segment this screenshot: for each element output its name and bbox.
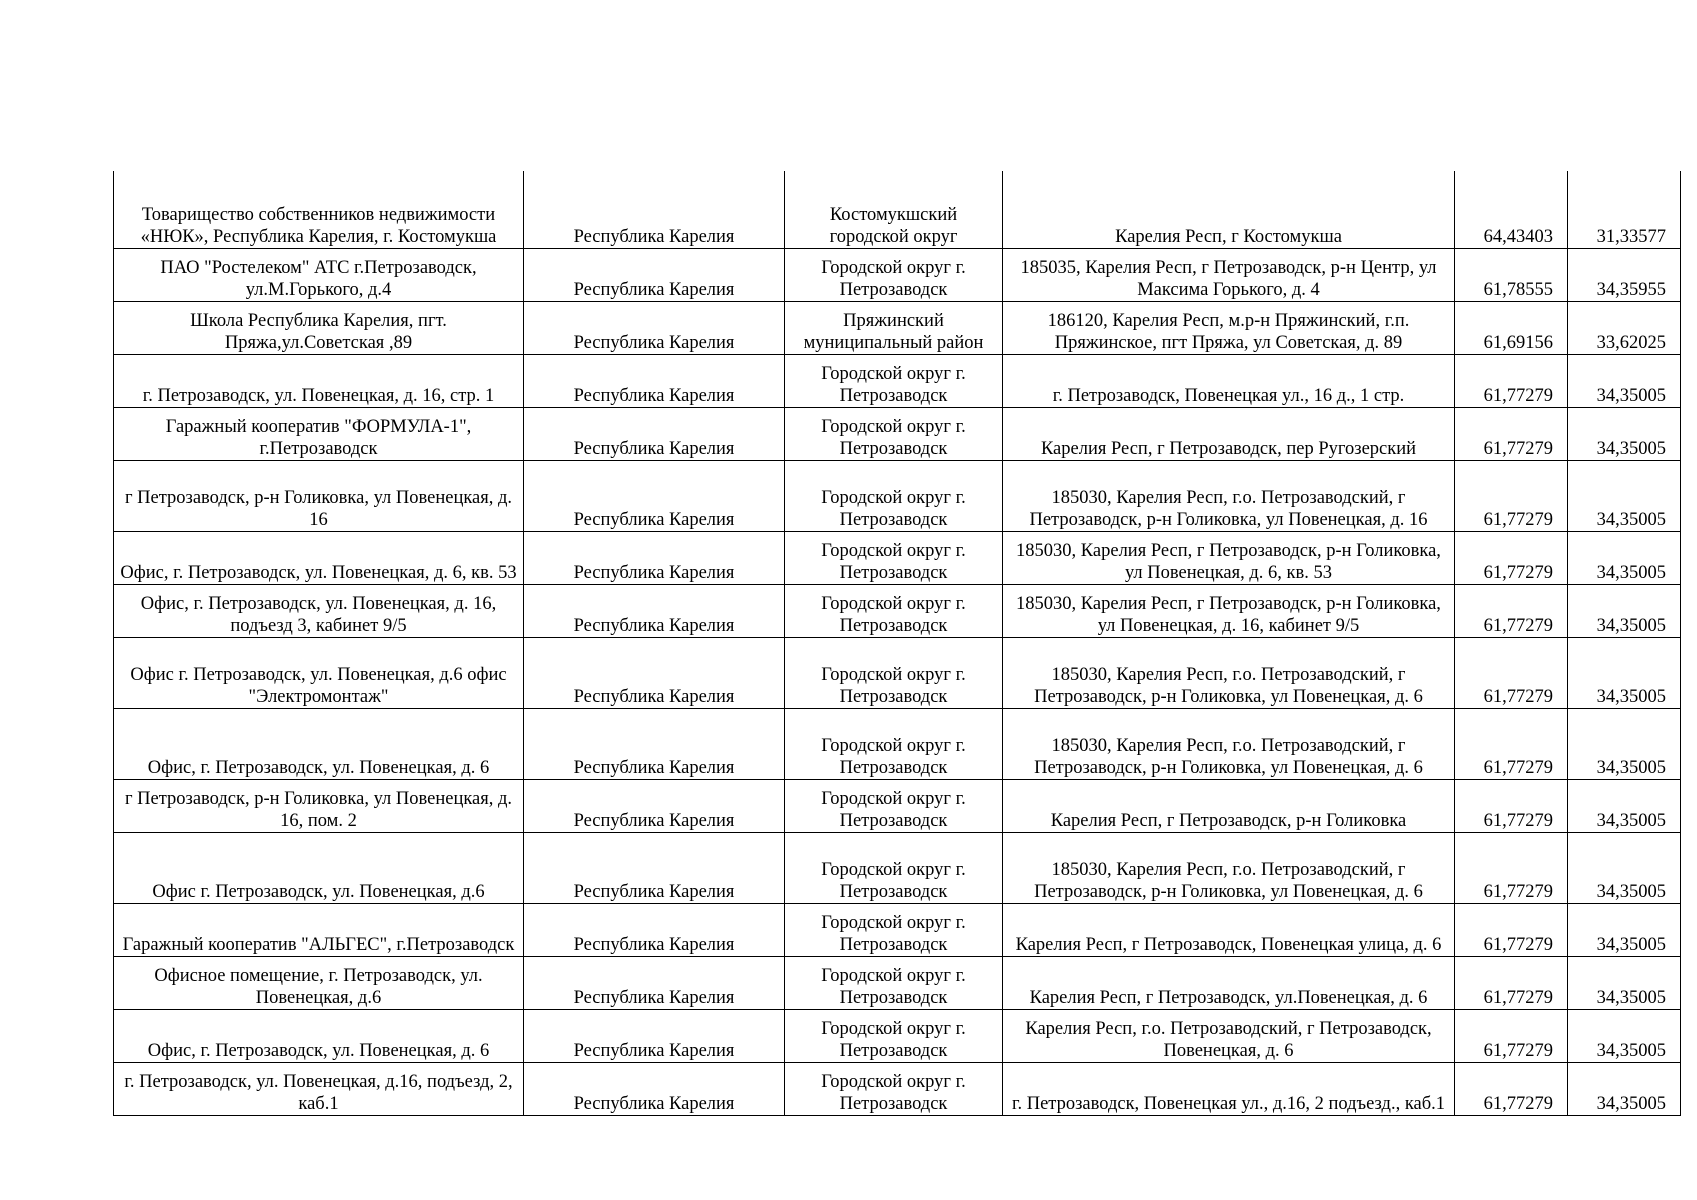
address-cell: Карелия Респ, г Петрозаводск, ул.Повенецкая, д. 6	[1003, 956, 1455, 1009]
address-cell: 186120, Карелия Респ, м.р-н Пряжинский, г.п. Пряжинское, пгт Пряжа, ул Советская, д. 89	[1003, 301, 1455, 354]
district-cell: Городской округ г. Петрозаводск	[785, 1009, 1003, 1062]
latitude-cell: 61,77279	[1455, 1062, 1568, 1115]
longitude-cell: 34,35005	[1568, 1009, 1681, 1062]
organization-cell: Офис, г. Петрозаводск, ул. Повенецкая, д. 6	[114, 708, 524, 779]
table-row	[114, 779, 1681, 832]
organization-cell: Офис г. Петрозаводск, ул. Повенецкая, д.6	[114, 832, 524, 903]
district-cell: Городской округ г. Петрозаводск	[785, 248, 1003, 301]
region-cell: Республика Карелия	[524, 584, 785, 637]
latitude-cell: 61,77279	[1455, 779, 1568, 832]
address-cell: Карелия Респ, г Костомукша	[1003, 171, 1455, 248]
district-cell: Пряжинский муниципальный район	[785, 301, 1003, 354]
longitude-cell: 34,35005	[1568, 637, 1681, 708]
table-row	[114, 1062, 1681, 1115]
longitude-cell: 34,35005	[1568, 584, 1681, 637]
region-cell: Республика Карелия	[524, 779, 785, 832]
district-cell: Городской округ г. Петрозаводск	[785, 903, 1003, 956]
latitude-cell: 61,77279	[1455, 460, 1568, 531]
table-row	[114, 637, 1681, 708]
district-cell: Городской округ г. Петрозаводск	[785, 779, 1003, 832]
address-cell: Карелия Респ, г Петрозаводск, Повенецкая улица, д. 6	[1003, 903, 1455, 956]
district-cell: Костомукшский городской округ	[785, 171, 1003, 248]
region-cell: Республика Карелия	[524, 903, 785, 956]
organization-cell: г Петрозаводск, р-н Голиковка, ул Повенецкая, д. 16, пом. 2	[114, 779, 524, 832]
organization-cell: ПАО "Ростелеком" АТС г.Петрозаводск, ул.М.Горького, д.4	[114, 248, 524, 301]
longitude-cell: 34,35955	[1568, 248, 1681, 301]
address-cell: 185030, Карелия Респ, г.о. Петрозаводский, г Петрозаводск, р-н Голиковка, ул Повенецкая, д. 16	[1003, 460, 1455, 531]
address-cell: 185035, Карелия Респ, г Петрозаводск, р-н Центр, ул Максима Горького, д. 4	[1003, 248, 1455, 301]
address-cell: г. Петрозаводск, Повенецкая ул., д.16, 2 подъезд., каб.1	[1003, 1062, 1455, 1115]
table-row	[114, 956, 1681, 1009]
longitude-cell: 34,35005	[1568, 832, 1681, 903]
address-cell: г. Петрозаводск, Повенецкая ул., 16 д., 1 стр.	[1003, 354, 1455, 407]
longitude-cell: 34,35005	[1568, 708, 1681, 779]
latitude-cell: 61,69156	[1455, 301, 1568, 354]
region-cell: Республика Карелия	[524, 407, 785, 460]
district-cell: Городской округ г. Петрозаводск	[785, 956, 1003, 1009]
region-cell: Республика Карелия	[524, 956, 785, 1009]
longitude-cell: 31,33577	[1568, 171, 1681, 248]
region-cell: Республика Карелия	[524, 354, 785, 407]
region-cell: Республика Карелия	[524, 171, 785, 248]
organization-cell: г. Петрозаводск, ул. Повенецкая, д. 16, стр. 1	[114, 354, 524, 407]
latitude-cell: 61,77279	[1455, 903, 1568, 956]
region-cell: Республика Карелия	[524, 637, 785, 708]
region-cell: Республика Карелия	[524, 1062, 785, 1115]
table-row	[114, 171, 1681, 248]
latitude-cell: 61,77279	[1455, 407, 1568, 460]
district-cell: Городской округ г. Петрозаводск	[785, 637, 1003, 708]
organization-cell: Школа Республика Карелия, пгт. Пряжа,ул.Советская ,89	[114, 301, 524, 354]
organization-cell: Офис, г. Петрозаводск, ул. Повенецкая, д. 16, подъезд 3, кабинет 9/5	[114, 584, 524, 637]
latitude-cell: 61,77279	[1455, 708, 1568, 779]
table-row	[114, 708, 1681, 779]
organization-cell: Товарищество собственников недвижимости «НЮК», Республика Карелия, г. Костомукша	[114, 171, 524, 248]
region-cell: Республика Карелия	[524, 460, 785, 531]
region-cell: Республика Карелия	[524, 708, 785, 779]
longitude-cell: 34,35005	[1568, 903, 1681, 956]
latitude-cell: 61,77279	[1455, 354, 1568, 407]
latitude-cell: 61,77279	[1455, 584, 1568, 637]
longitude-cell: 34,35005	[1568, 354, 1681, 407]
district-cell: Городской округ г. Петрозаводск	[785, 584, 1003, 637]
table-row	[114, 832, 1681, 903]
table-row	[114, 407, 1681, 460]
table-row	[114, 1009, 1681, 1062]
longitude-cell: 34,35005	[1568, 779, 1681, 832]
latitude-cell: 61,77279	[1455, 531, 1568, 584]
longitude-cell: 34,35005	[1568, 956, 1681, 1009]
organization-cell: г Петрозаводск, р-н Голиковка, ул Повенецкая, д. 16	[114, 460, 524, 531]
longitude-cell: 34,35005	[1568, 1062, 1681, 1115]
region-cell: Республика Карелия	[524, 832, 785, 903]
address-cell: Карелия Респ, г Петрозаводск, р-н Голиковка	[1003, 779, 1455, 832]
longitude-cell: 33,62025	[1568, 301, 1681, 354]
address-cell: Карелия Респ, г Петрозаводск, пер Ругозерский	[1003, 407, 1455, 460]
district-cell: Городской округ г. Петрозаводск	[785, 354, 1003, 407]
latitude-cell: 61,77279	[1455, 1009, 1568, 1062]
longitude-cell: 34,35005	[1568, 407, 1681, 460]
table-body	[114, 171, 1681, 1115]
organization-cell: Гаражный кооператив "ФОРМУЛА-1", г.Петрозаводск	[114, 407, 524, 460]
table-row	[114, 903, 1681, 956]
region-cell: Республика Карелия	[524, 301, 785, 354]
table-row	[114, 354, 1681, 407]
district-cell: Городской округ г. Петрозаводск	[785, 407, 1003, 460]
organization-cell: Офисное помещение, г. Петрозаводск, ул. Повенецкая, д.6	[114, 956, 524, 1009]
address-cell: 185030, Карелия Респ, г.о. Петрозаводский, г Петрозаводск, р-н Голиковка, ул Повенецкая, д. 6	[1003, 832, 1455, 903]
address-cell: 185030, Карелия Респ, г.о. Петрозаводский, г Петрозаводск, р-н Голиковка, ул Повенецкая, д. 6	[1003, 708, 1455, 779]
organization-cell: Офис, г. Петрозаводск, ул. Повенецкая, д. 6	[114, 1009, 524, 1062]
locations-table	[113, 171, 1681, 1116]
table-row	[114, 460, 1681, 531]
district-cell: Городской округ г. Петрозаводск	[785, 531, 1003, 584]
table-row	[114, 584, 1681, 637]
organization-cell: Офис, г. Петрозаводск, ул. Повенецкая, д. 6, кв. 53	[114, 531, 524, 584]
address-cell: 185030, Карелия Респ, г Петрозаводск, р-н Голиковка, ул Повенецкая, д. 16, кабинет 9/5	[1003, 584, 1455, 637]
latitude-cell: 64,43403	[1455, 171, 1568, 248]
district-cell: Городской округ г. Петрозаводск	[785, 708, 1003, 779]
latitude-cell: 61,77279	[1455, 832, 1568, 903]
district-cell: Городской округ г. Петрозаводск	[785, 460, 1003, 531]
latitude-cell: 61,77279	[1455, 956, 1568, 1009]
latitude-cell: 61,77279	[1455, 637, 1568, 708]
organization-cell: г. Петрозаводск, ул. Повенецкая, д.16, подъезд, 2, каб.1	[114, 1062, 524, 1115]
longitude-cell: 34,35005	[1568, 460, 1681, 531]
district-cell: Городской округ г. Петрозаводск	[785, 1062, 1003, 1115]
region-cell: Республика Карелия	[524, 531, 785, 584]
latitude-cell: 61,78555	[1455, 248, 1568, 301]
address-cell: 185030, Карелия Респ, г.о. Петрозаводский, г Петрозаводск, р-н Голиковка, ул Повенецкая, д. 6	[1003, 637, 1455, 708]
table-row	[114, 301, 1681, 354]
district-cell: Городской округ г. Петрозаводск	[785, 832, 1003, 903]
region-cell: Республика Карелия	[524, 248, 785, 301]
address-cell: 185030, Карелия Респ, г Петрозаводск, р-н Голиковка, ул Повенецкая, д. 6, кв. 53	[1003, 531, 1455, 584]
longitude-cell: 34,35005	[1568, 531, 1681, 584]
region-cell: Республика Карелия	[524, 1009, 785, 1062]
organization-cell: Офис г. Петрозаводск, ул. Повенецкая, д.6 офис "Электромонтаж"	[114, 637, 524, 708]
address-cell: Карелия Респ, г.о. Петрозаводский, г Петрозаводск, Повенецкая, д. 6	[1003, 1009, 1455, 1062]
table-row	[114, 248, 1681, 301]
table-row	[114, 531, 1681, 584]
organization-cell: Гаражный кооператив "АЛЬГЕС", г.Петрозаводск	[114, 903, 524, 956]
